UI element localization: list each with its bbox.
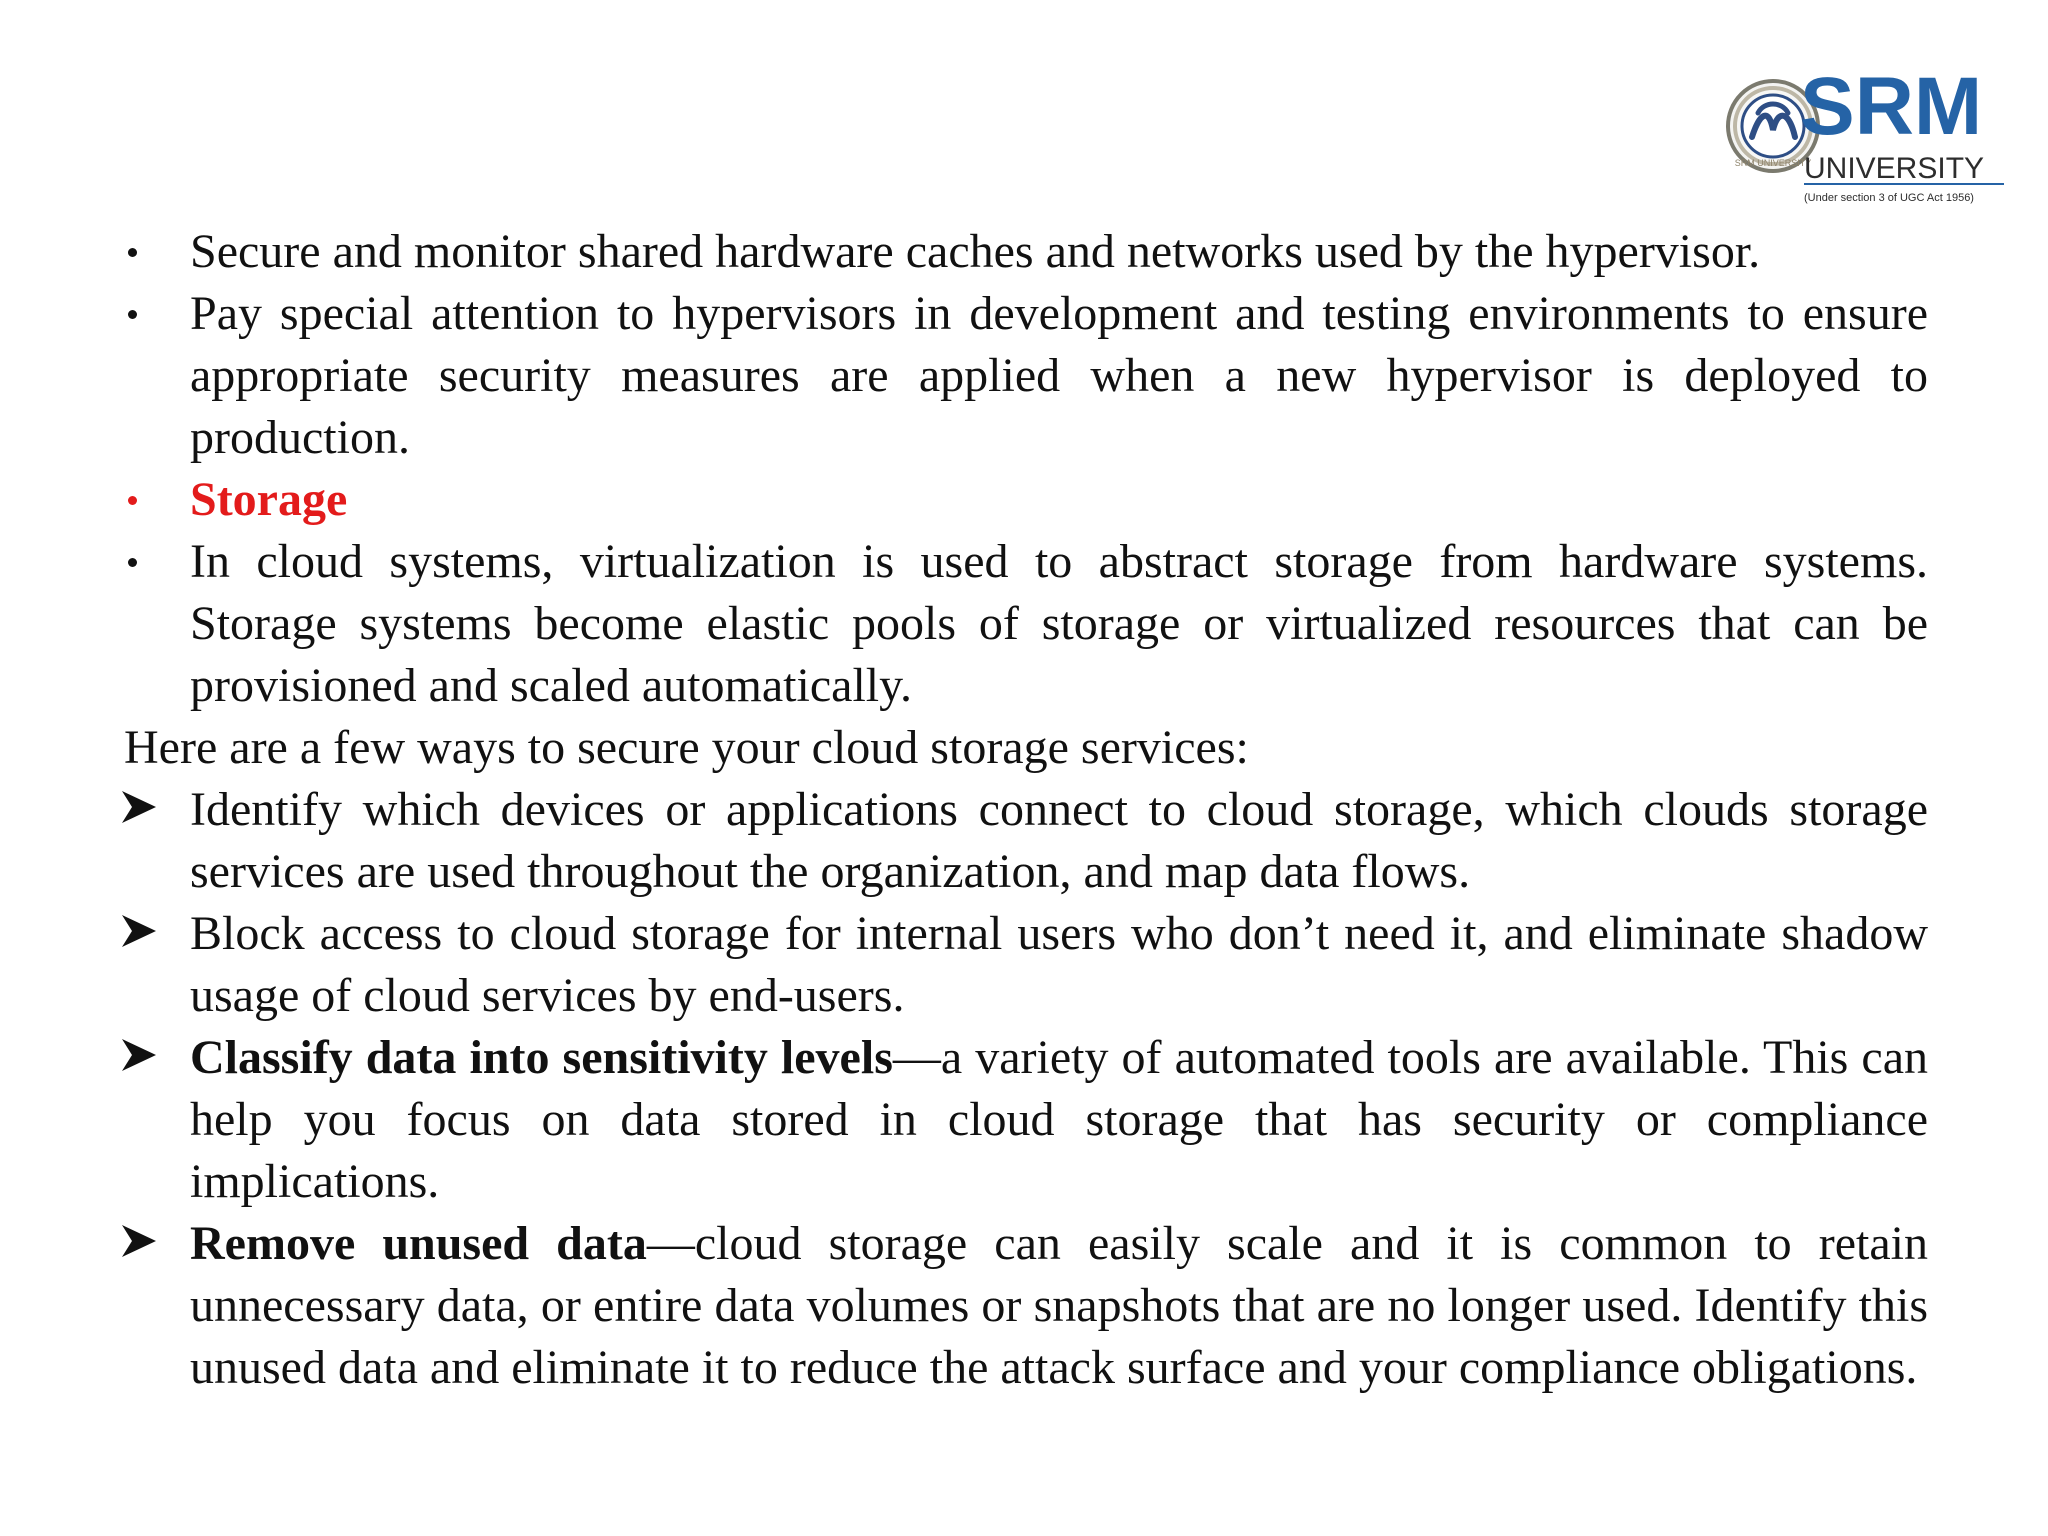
arrow-list-item <box>124 779 1928 903</box>
logo-wordmark: SRM <box>1800 61 1983 152</box>
bullet-dot-icon <box>124 221 174 283</box>
arrowhead-icon <box>120 903 170 965</box>
logo-subtitle: UNIVERSITY <box>1804 152 1985 185</box>
step-bold-label: Classify data into sensitivity levels <box>190 1031 893 1084</box>
intro-text: Here are a few ways to secure your cloud storage services: <box>124 721 1249 774</box>
arrowhead-icon <box>120 1213 170 1275</box>
bullet-text: Secure and monitor shared hardware caches and networks used by the hypervisor. <box>190 225 1761 278</box>
step-text: Block access to cloud storage for internal users who don’t need it, and eliminate shadow usage of cloud services by end-users. <box>190 907 1928 1022</box>
bullet-item <box>124 221 1928 283</box>
storage-heading: Storage <box>190 473 348 526</box>
bullet-item <box>124 469 1928 531</box>
step-text: —cloud storage can easily scale and it is common to retain unnecessary data, or entire data volumes or snapshots that are no longer used. Identify this unused data and eliminate it to reduce the attack surface and your compliance obligations. <box>190 1217 1929 1394</box>
slide-content <box>124 221 1928 1399</box>
step-bold-label: Remove unused data <box>190 1217 647 1270</box>
intro-paragraph <box>124 717 1928 779</box>
arrow-list-item <box>124 903 1928 1027</box>
bullet-item <box>124 531 1928 717</box>
svg-text:SRM UNIVERSITY: SRM UNIVERSITY <box>1734 158 1812 168</box>
university-seal-icon <box>1700 58 2010 208</box>
bullet-dot-icon <box>124 531 174 593</box>
bullet-text: In cloud systems, virtualization is used to abstract storage from hardware systems. Storage systems become elastic pools of storage or virtualized resources that can be provisioned and scaled automatically. <box>190 535 1928 712</box>
step-text: Identify which devices or applications connect to cloud storage, which clouds storage services are used throughout the organization, and map data flows. <box>190 783 1928 898</box>
arrowhead-icon <box>120 779 170 841</box>
step-text: —a variety of automated tools are available. This can help you focus on data stored in cloud storage that has security or compliance implications. <box>190 1031 1928 1208</box>
bullet-dot-icon <box>124 469 174 531</box>
logo-note: (Under section 3 of UGC Act 1956) <box>1804 192 1974 204</box>
srm-university-logo <box>1700 58 2010 208</box>
arrowhead-icon <box>120 1027 170 1089</box>
bullet-item <box>124 283 1928 469</box>
bullet-text: Pay special attention to hypervisors in development and testing environments to ensure appropriate security measures are applied when a new hypervisor is deployed to production. <box>190 287 1928 464</box>
arrow-list-item <box>124 1027 1928 1213</box>
arrow-list-item <box>124 1213 1928 1399</box>
bullet-dot-icon <box>124 283 174 345</box>
